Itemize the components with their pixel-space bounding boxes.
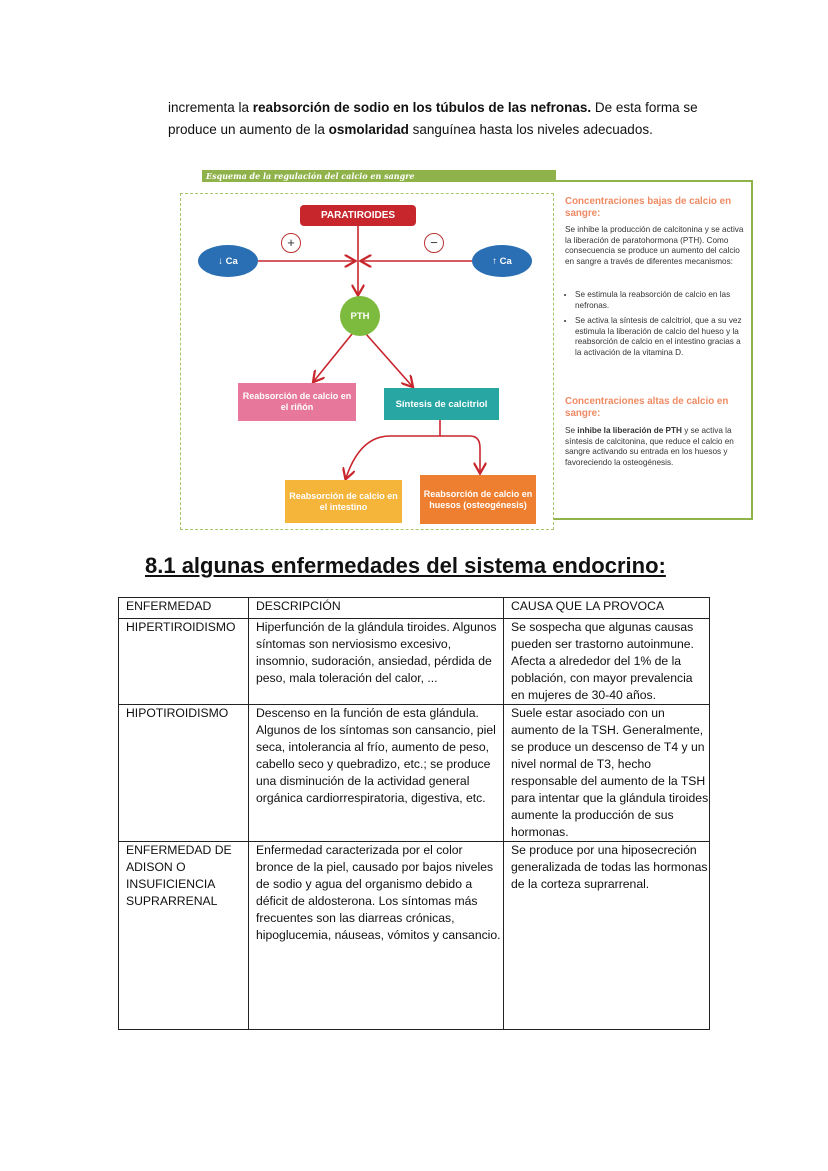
bullet-item: • Se activa la síntesis de calcitriol, que a su vez estimula la liberación de calcio del hueso y la reabsorción de calcio en el intestino gracias a la activación de la vitamina D. [575, 316, 747, 358]
high-calcium-text [565, 426, 747, 468]
intro-line-2 [168, 119, 728, 141]
arrow-to-intestino [346, 420, 440, 478]
bone-reabsorption-node: Reabsorción de calcio en huesos (osteogénesis) [420, 475, 536, 524]
scheme-title: Esquema de la regulación del calcio en sangre [202, 170, 556, 182]
header-enfermedad: ENFERMEDAD [119, 598, 249, 619]
low-calcium-heading: Concentraciones bajas de calcio en sangre: [565, 196, 732, 219]
intestinal-reabsorption-node: Reabsorción de calcio en el intestino [285, 480, 402, 523]
intro-text: sanguínea hasta los niveles adecuados. [408, 122, 653, 137]
renal-reabsorption-node: Reabsorción de calcio en el riñón [238, 383, 356, 421]
disease-description: Descenso en la función de esta glándula. Algunos de los síntomas son cansancio, piel seca, intolerancia al frío, aumento de peso, cabello seco y quebradizo, etc.; se produce una disminución de la actividad general orgánica cardiorrespiratoria, digestiva, etc. [249, 705, 504, 842]
intro-bold-text: reabsorción de sodio en los túbulos de las nefronas. [252, 100, 592, 115]
intro-line-1 [168, 97, 728, 119]
disease-name: HIPERTIROIDISMO [119, 619, 249, 705]
table-header-row [119, 598, 710, 619]
arrow-pth-to-renal [314, 334, 352, 381]
intro-text: De esta forma se [591, 100, 698, 115]
low-calcium-bullets [565, 290, 747, 364]
calcitriol-node: Síntesis de calcitriol [384, 388, 499, 420]
scheme-side-panel [553, 180, 753, 520]
table-row [119, 619, 710, 705]
low-calcium-node: ↓ Ca [198, 245, 258, 277]
header-descripcion: DESCRIPCIÓN [249, 598, 504, 619]
high-calcium-heading: Concentraciones altas de calcio en sangre: [565, 396, 729, 419]
disease-name: HIPOTIROIDISMO [119, 705, 249, 842]
disease-description: Hiperfunción de la glándula tiroides. Algunos síntomas son nerviosismo excesivo, insomnio, sudoración, ansiedad, pérdida de peso, mala toleración del calor, ... [249, 619, 504, 705]
arrow-to-huesos [440, 436, 480, 472]
high-text: Se [565, 426, 578, 435]
intro-bold-text: osmolaridad [328, 122, 409, 137]
table-row [119, 842, 710, 1030]
intro-text: produce un aumento de la [168, 122, 329, 137]
low-calcium-text: Se inhibe la producción de calcitonina y se activa la liberación de paratohormona (PTH). Como consecuencia se produce un aumento del calcio en sangre a través de diferentes mecanismos: [565, 225, 744, 266]
minus-sign: − [424, 233, 444, 253]
section-title: 8.1 algunas enfermedades del sistema endocrino: [145, 553, 666, 578]
disease-cause: Se produce por una hiposecreción generalizada de todas las hormonas de la corteza suprarrenal. [504, 842, 710, 1030]
disease-cause: Suele estar asociado con un aumento de la TSH. Generalmente, se produce un descenso de T4 y un nivel normal de T3, hecho responsable del aumento de la TSH para intentar que la glándula tiroides aumente la producción de sus hormonas. [504, 705, 710, 842]
high-text-bold: inhibe la liberación de PTH [577, 426, 682, 435]
bullet-item: • Se estimula la reabsorción de calcio en las nefronas. [575, 290, 747, 311]
header-causa: CAUSA QUE LA PROVOCA [504, 598, 710, 619]
plus-sign: + [281, 233, 301, 253]
arrow-pth-to-calcitriol [366, 334, 412, 386]
table-row [119, 705, 710, 842]
high-text: y se activa la síntesis de calcitonina, que reduce el calcio en sangre activando su entrada en los huesos y favoreciendo la osteogénesis. [565, 426, 734, 467]
intro-paragraph [168, 97, 728, 141]
disease-cause: Se sospecha que algunas causas pueden ser trastorno autoinmune. Afecta a alrededor del 1% de la población, con mayor prevalencia en mujeres de 30-40 años. [504, 619, 710, 705]
high-calcium-node: ↑ Ca [472, 245, 532, 277]
disease-description: Enfermedad caracterizada por el color bronce de la piel, causado por bajos niveles de sodio y agua del organismo debido a déficit de aldosterona. Los síntomas más frecuentes son las diarreas crónicas, hipoglucemia, náuseas, vómitos y cansancio. [249, 842, 504, 1030]
intro-text: incrementa la [168, 100, 253, 115]
pth-node: PTH [340, 296, 380, 336]
calcium-regulation-scheme [180, 170, 755, 532]
disease-name: ENFERMEDAD DE ADISON O INSUFICIENCIA SUPRARRENAL [119, 842, 249, 1030]
diseases-table [118, 597, 710, 1030]
paratiroides-node: PARATIROIDES [300, 205, 416, 226]
